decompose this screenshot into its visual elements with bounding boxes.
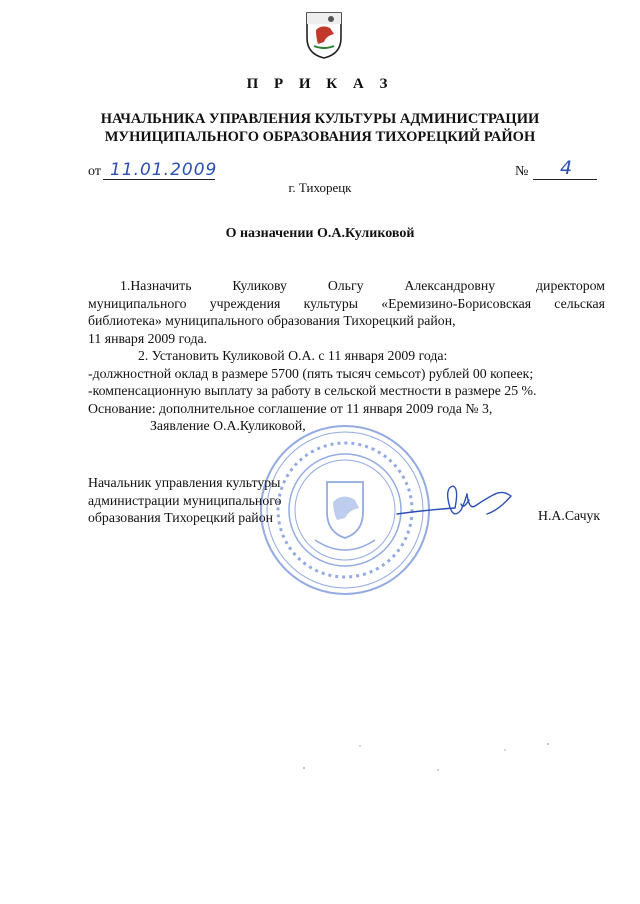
signatory-position-line-2: администрации муниципального (88, 492, 282, 508)
handwritten-number: 4 (560, 157, 573, 179)
paragraph-1-line-2: муниципального учреждения культуры «Еремизино-Борисовская сельская (88, 295, 605, 311)
number-sign: № (515, 164, 529, 179)
paragraph-1-line-3: библиотека» муниципального образования Тихорецкий район, (88, 313, 456, 328)
handwritten-signature (395, 480, 545, 530)
paragraph-2-line-1: 2. Установить Куликовой О.А. с 11 января 2009 года: (138, 348, 448, 363)
paragraph-1-line-1: 1.Назначить Куликову Ольгу Александровну директором (120, 278, 605, 293)
paragraph-2-line-3: -компенсационную выплату за работу в сельской местности в размере 25 %. (88, 383, 537, 398)
document-title: П Р И К А З (246, 76, 394, 92)
signatory-position-line-1: Начальник управления культуры (88, 475, 281, 490)
order-body (88, 277, 605, 435)
coat-of-arms-emblem (304, 10, 344, 60)
scan-specks (300, 740, 560, 780)
paragraph-1-line-4: 11 января 2009 года. (88, 330, 208, 346)
paragraph-2-line-2: -должностной оклад в размере 5700 (пять тысяч семьсот) рублей 00 копеек; (88, 365, 534, 381)
signatory-position-line-3: образования Тихорецкий район (88, 510, 273, 525)
organization-line-1: НАЧАЛЬНИКА УПРАВЛЕНИЯ КУЛЬТУРЫ АДМИНИСТРАЦИИ (100, 111, 540, 127)
handwritten-date: 11.01.2009 (110, 160, 218, 180)
organization-name (0, 110, 640, 146)
basis-line-1: Основание: дополнительное соглашение от 11 января 2009 года № 3, (88, 400, 493, 416)
signatory-position (88, 474, 281, 527)
organization-line-2: МУНИЦИПАЛЬНОГО ОБРАЗОВАНИЯ ТИХОРЕЦКИЙ РАЙОН (104, 129, 536, 145)
order-subject: О назначении О.А.Куликовой (225, 226, 415, 241)
city-name: г. Тихорецк (288, 180, 352, 195)
date-prefix: от (88, 164, 101, 179)
signatory-name: Н.А.Сачук (538, 508, 601, 523)
basis-line-2: Заявление О.А.Куликовой, (150, 418, 306, 433)
